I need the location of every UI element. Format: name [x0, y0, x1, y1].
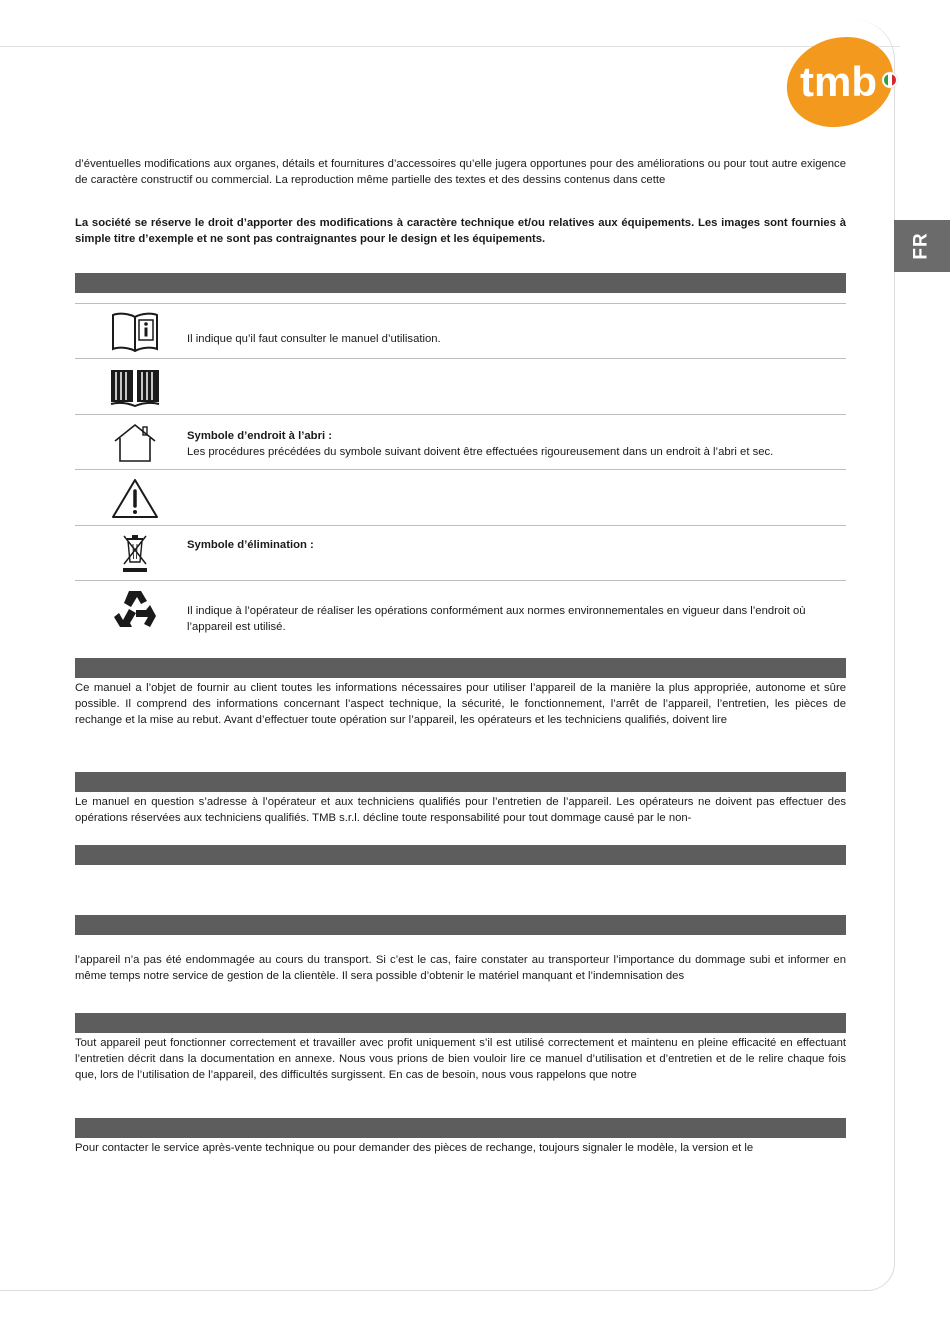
language-tab[interactable]: [894, 220, 950, 272]
bottom-rule: [0, 1290, 870, 1291]
recycle-icon: [108, 587, 162, 631]
section-header-bar: [75, 273, 846, 293]
top-rule: [0, 46, 900, 47]
symbol-row-5-text: [187, 537, 847, 553]
section-header-bar: [75, 772, 846, 792]
house-icon: [108, 420, 162, 464]
symbol-row-5-title: Symbole d’élimination :: [187, 539, 314, 551]
disclaimer-paragraph: La société se réserve le droit d’apporter des modifications à caractère technique et/ou relatives aux équipements. Les images sont fournies à simple titre d’exemple et ne sont pas contraignantes pour le design et les équipements.: [75, 217, 846, 245]
section-4-paragraph: l’appareil n’a pas été endommagée au cours du transport. Si c’est le cas, faire constater au transporteur l’importance du dommage subi et informer en même temps notre service de gestion de la clientèle. Il sera possible d’obtenir le matériel manquant et l’indemnisation des: [75, 954, 846, 982]
symbol-row-3-text: [187, 428, 847, 460]
row-divider: [75, 525, 846, 526]
logo-text: tmb: [800, 58, 877, 105]
section-header-bar: [75, 1013, 846, 1033]
symbol-row-3-title: Symbole d’endroit à l’abri :: [187, 430, 333, 442]
section-5-paragraph: Tout appareil peut fonctionner correctement et travailler avec profit uniquement s’il est utilisé correctement et maintenu en pleine efficacité en effectuant l’entretien décrit dans la documentation en annexe. Nous vous prions de bien vouloir lire ce manuel d’utilisation et d’entretien et de le relire chaque fois que, lors de l’utilisation de l’appareil, des difficultés surgissent. En cas de besoin, nous vous rappelons que notre: [75, 1037, 846, 1081]
section-header-bar: [75, 915, 846, 935]
tmb-logo: [782, 30, 912, 130]
open-book-icon: [108, 365, 162, 409]
section-header-bar: [75, 1118, 846, 1138]
symbol-row-1-text: [187, 331, 847, 347]
section-6-paragraph: Pour contacter le service après-vente technique ou pour demander des pièces de rechange, toujours signaler le modèle, la version et le: [75, 1142, 754, 1154]
row-divider: [75, 303, 846, 304]
page-frame: [830, 20, 895, 1291]
language-tab-label: FR: [910, 232, 932, 260]
row-divider: [75, 469, 846, 470]
row-divider: [75, 358, 846, 359]
intro-paragraph: d’éventuelles modifications aux organes, détails et fournitures d’accessoires qu’elle jugera opportunes pour des améliorations ou pour tout autre exigence de caractère constructif ou commercial. La reproduction même partielle des textes et des dessins contenus dans cette: [75, 158, 846, 186]
row-divider: [75, 414, 846, 415]
symbol-row-1-desc: Il indique qu’il faut consulter le manuel d’utilisation.: [187, 333, 441, 345]
row-divider: [75, 580, 846, 581]
section-header-bar: [75, 658, 846, 678]
crossed-bin-icon: [108, 531, 162, 575]
symbol-row-6-desc: Il indique à l’opérateur de réaliser les opérations conformément aux normes environnementales en vigueur dans l’endroit où l’appareil est utilisé.: [187, 605, 806, 633]
section-1-paragraph: Ce manuel a l’objet de fournir au client toutes les informations nécessaires pour utiliser l’appareil de la manière la plus appropriée, autonome et sûre possible. Il comprend des informations concernant l’aspect technique, la sécurité, le fonctionnement, l’arrêt de l’appareil, l’entretien, les pièces de rechange et la mise au rebut. Avant d’effectuer toute opération sur l’appareil, les opérateurs et les techniciens qualifiés, doivent lire: [75, 682, 846, 726]
manual-info-icon: [108, 310, 162, 354]
symbol-row-6-text: [187, 603, 847, 635]
section-2-paragraph: Le manuel en question s’adresse à l’opérateur et aux techniciens qualifiés pour l’entretien de l’appareil. Les opérateurs ne doivent pas effectuer des opérations réservées aux techniciens qualifiés. TMB s.r.l. décline toute responsabilité pour tout dommage causé par le non-: [75, 796, 846, 824]
warning-triangle-icon: [108, 476, 162, 520]
section-header-bar: [75, 845, 846, 865]
symbol-row-3-desc: Les procédures précédées du symbole suivant doivent être effectuées rigoureusement dans un endroit à l’abri et sec.: [187, 446, 774, 458]
